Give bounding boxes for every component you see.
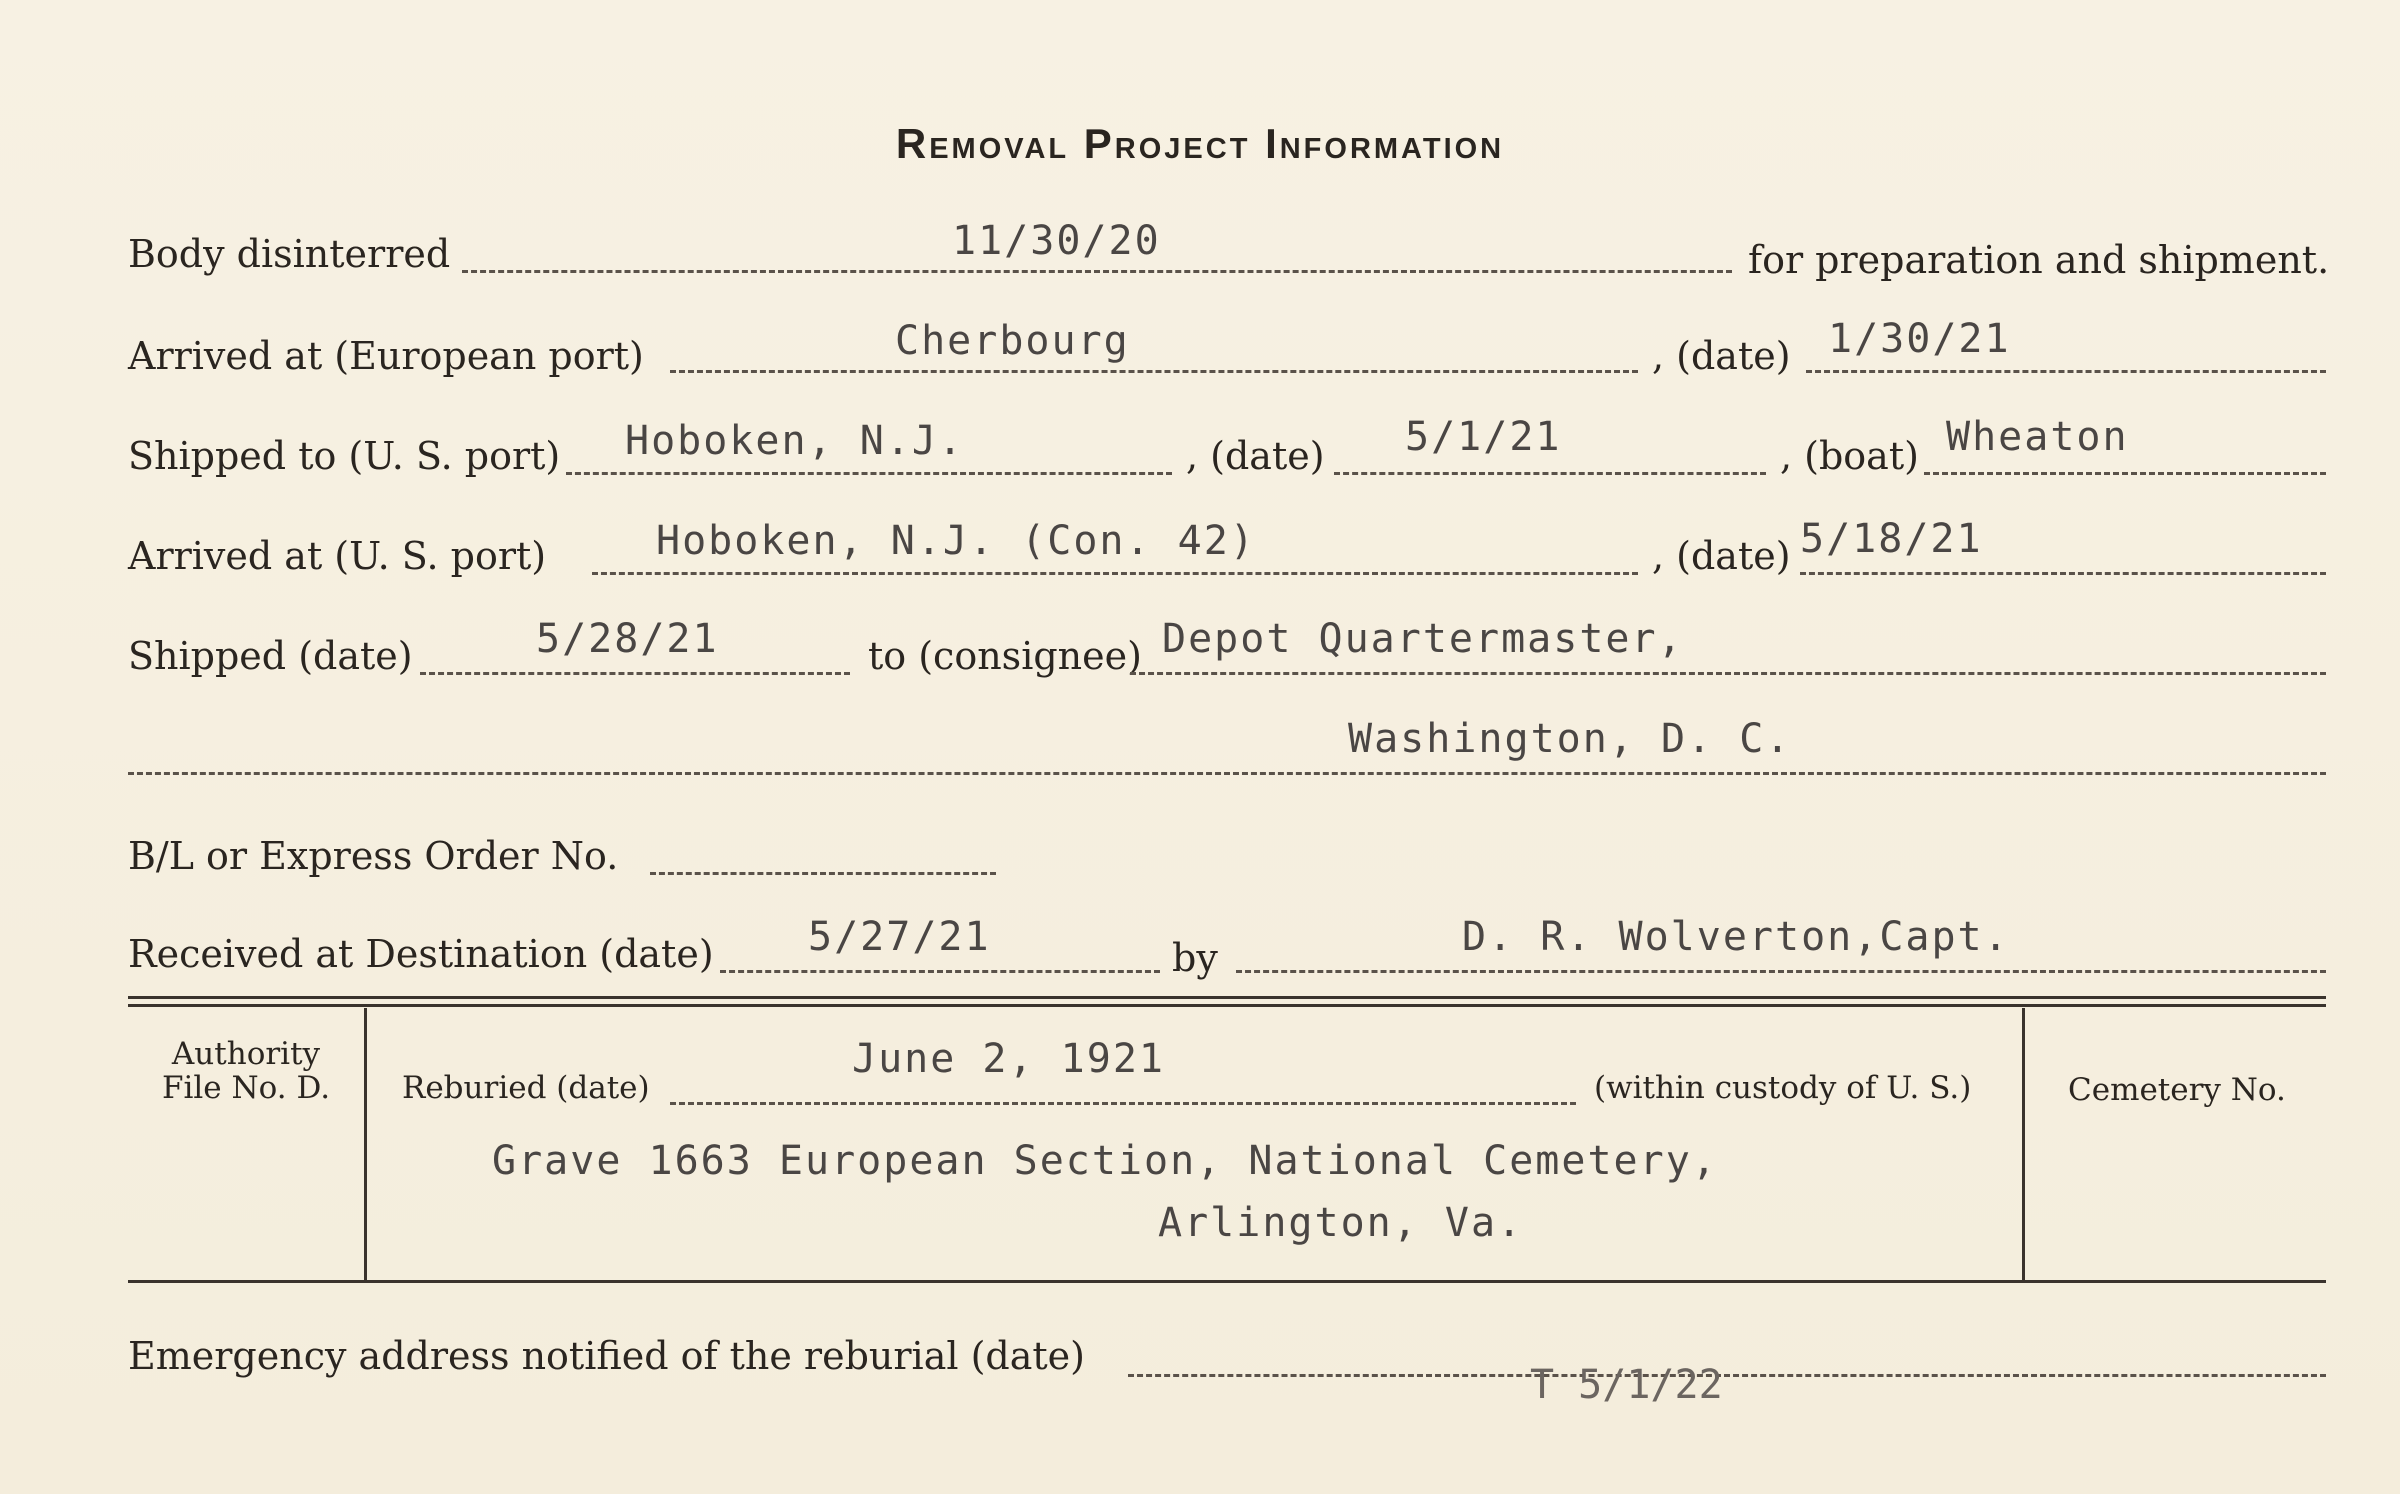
label-cemetery-no: Cemetery No. <box>2068 1072 2286 1108</box>
value-consignee-line-2: Washington, D. C. <box>1348 716 1792 762</box>
label-shipped-to-us-port: Shipped to (U. S. port) <box>128 434 561 478</box>
field-line-arrived-us-port <box>592 572 1638 575</box>
value-reburied-date: June 2, 1921 <box>852 1036 1165 1082</box>
double-rule-top <box>128 996 2326 999</box>
label-within-custody: (within custody of U. S.) <box>1594 1070 1972 1106</box>
value-emergency-note: T 5/1/22 <box>1530 1362 1723 1408</box>
label-bl-express-order: B/L or Express Order No. <box>128 834 619 878</box>
value-grave-line-1: Grave 1663 European Section, National Cemetery, <box>492 1138 1718 1184</box>
form-title: Removal Project Information <box>895 120 1505 167</box>
field-line-shipped-date <box>1334 472 1766 475</box>
label-emergency-address: Emergency address notified of the reburial (date) <box>128 1334 1085 1378</box>
label-body-disinterred: Body disinterred <box>128 232 451 276</box>
field-line-shipped-date-2 <box>420 672 850 675</box>
value-boat: Wheaton <box>1946 414 2129 460</box>
field-line-arrived-date <box>1800 572 2326 575</box>
field-line-emergency <box>1128 1374 2326 1377</box>
field-line-boat <box>1924 472 2326 475</box>
value-european-date: 1/30/21 <box>1828 316 2011 362</box>
field-line-consignee-continued <box>128 772 2326 775</box>
label-shipped-date: , (date) <box>1186 434 1325 478</box>
field-line-european-port <box>670 370 1638 373</box>
field-line-bl-express-order <box>650 872 996 875</box>
section-bottom-rule <box>128 1280 2326 1283</box>
value-arrived-date: 5/18/21 <box>1800 516 1983 562</box>
divider-authority <box>364 1008 367 1280</box>
label-to-consignee: to (consignee) <box>868 634 1142 678</box>
value-received-by: D. R. Wolverton,Capt. <box>1462 914 2010 960</box>
label-arrived-date: , (date) <box>1652 534 1791 578</box>
label-reburied-date: Reburied (date) <box>402 1070 650 1106</box>
field-line-received-by <box>1236 970 2326 973</box>
value-shipped-date-2: 5/28/21 <box>536 616 719 662</box>
label-european-date: , (date) <box>1652 334 1791 378</box>
value-consignee-line-1: Depot Quartermaster, <box>1162 616 1684 662</box>
divider-cemetery <box>2022 1008 2025 1280</box>
label-for-preparation: for preparation and shipment. <box>1748 238 2330 282</box>
label-arrived-european-port: Arrived at (European port) <box>128 334 644 378</box>
field-line-body-disinterred <box>462 270 1732 273</box>
double-rule-bottom <box>128 1004 2326 1007</box>
value-shipped-date: 5/1/21 <box>1405 414 1562 460</box>
value-received-date: 5/27/21 <box>808 914 991 960</box>
label-received-destination: Received at Destination (date) <box>128 932 714 976</box>
field-line-shipped-to-port <box>566 472 1172 475</box>
label-authority: Authority <box>171 1036 321 1072</box>
field-line-received-date <box>720 970 1160 973</box>
label-shipped-date-2: Shipped (date) <box>128 634 413 678</box>
label-boat: , (boat) <box>1780 434 1919 478</box>
label-authority-file: File No. D. <box>161 1070 331 1106</box>
value-arrived-us-port: Hoboken, N.J. (Con. 42) <box>656 518 1256 564</box>
label-received-by: by <box>1172 936 1218 980</box>
field-line-reburied-date <box>670 1102 1576 1105</box>
value-shipped-to-port: Hoboken, N.J. <box>625 418 965 464</box>
field-line-consignee <box>1130 672 2326 675</box>
value-grave-line-2: Arlington, Va. <box>1158 1200 1524 1246</box>
value-european-port: Cherbourg <box>895 318 1130 364</box>
label-arrived-us-port: Arrived at (U. S. port) <box>128 534 547 578</box>
value-body-disinterred: 11/30/20 <box>952 218 1161 264</box>
field-line-european-date <box>1806 370 2326 373</box>
